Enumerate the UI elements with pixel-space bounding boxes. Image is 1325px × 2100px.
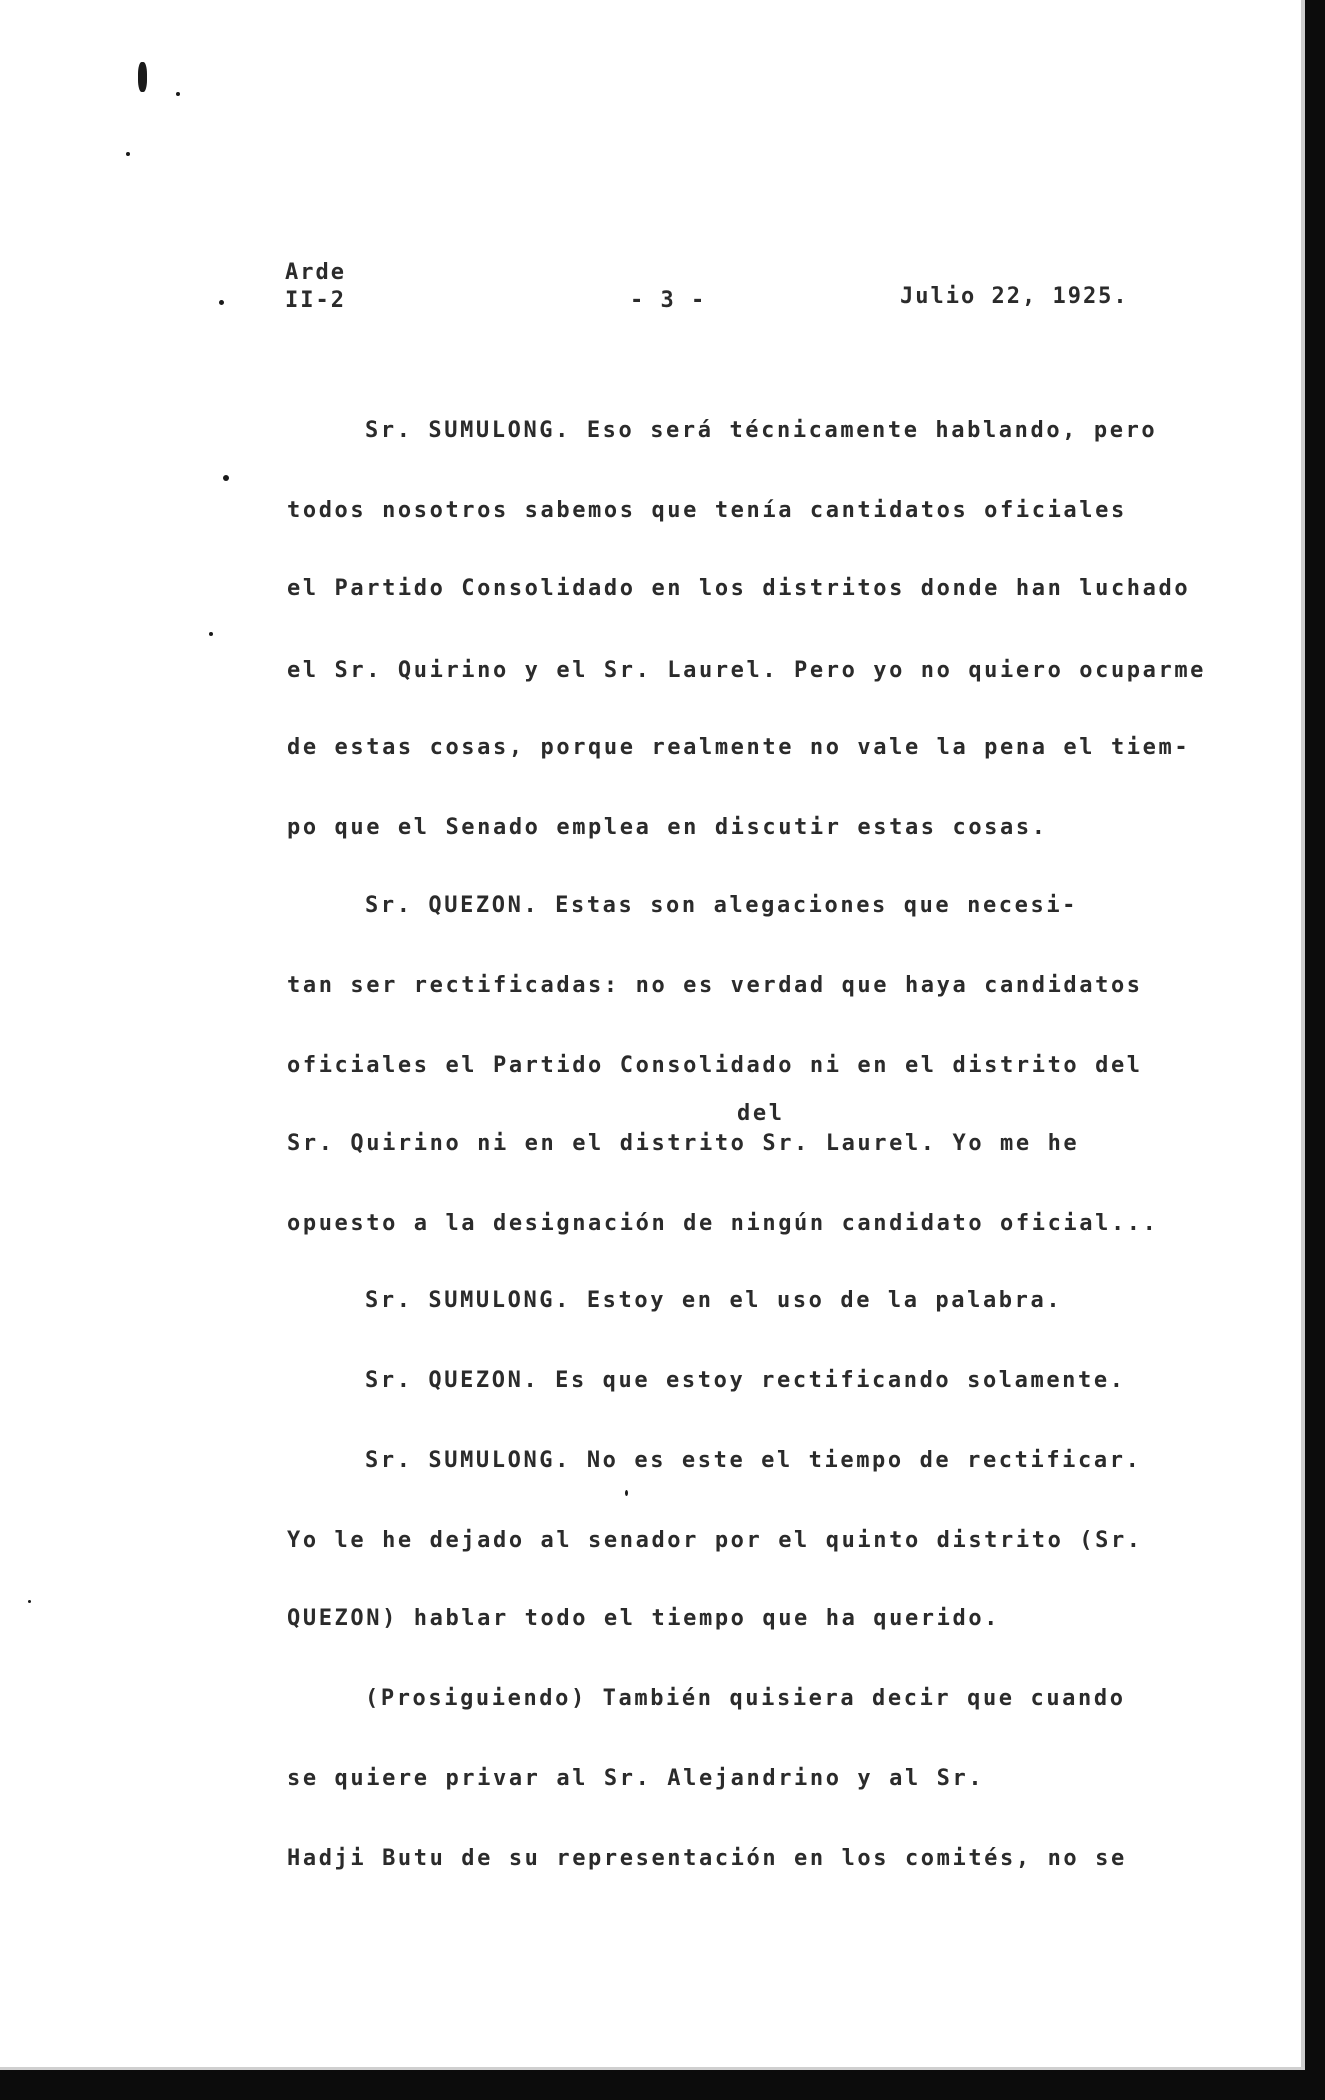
text-line: se quiere privar al Sr. Alejandrino y al Sr. [287,1766,985,1791]
ink-speck [138,62,147,92]
film-border-bottom [0,2070,1325,2100]
interlinear-insertion: del [737,1101,785,1126]
ink-speck [625,1490,628,1496]
text-line: todos nosotros sabemos que tenía cantidatos oficiales [287,498,1127,523]
text-line: oficiales el Partido Consolidado ni en el distrito del [287,1053,1143,1078]
section-code: II-2 [285,288,346,313]
text-line: Sr. SUMULONG. Estoy en el uso de la palabra. [365,1288,1063,1313]
text-line: Hadji Butu de su representación en los comités, no se [287,1846,1127,1871]
text-line: de estas cosas, porque realmente no vale la pena el tiem- [287,735,1191,760]
ink-speck [28,1600,31,1603]
text-line: Sr. SUMULONG. No es este el tiempo de rectificar. [365,1448,1142,1473]
text-line: (Prosiguiendo) También quisiera decir que cuando [365,1686,1126,1711]
text-line: Sr. QUEZON. Estas son alegaciones que necesi- [365,893,1079,918]
text-line: el Partido Consolidado en los distritos donde han luchado [287,576,1191,601]
ink-speck [219,300,224,305]
ink-speck [223,475,229,481]
text-line: opuesto a la designación de ningún candidato oficial... [287,1211,1159,1236]
ink-speck [209,632,213,636]
ink-speck [176,92,180,96]
text-line: po que el Senado emplea en discutir estas cosas. [287,815,1048,840]
film-border-right [1305,0,1325,2100]
text-line: tan ser rectificadas: no es verdad que haya candidatos [287,973,1143,998]
document-date: Julio 22, 1925. [900,284,1129,309]
text-line: Sr. SUMULONG. Eso será técnicamente hablando, pero [365,418,1158,443]
text-line: Sr. Quirino ni en el distrito Sr. Laurel. Yo me he [287,1131,1080,1156]
text-line: Sr. QUEZON. Es que estoy rectificando solamente. [365,1368,1126,1393]
page-number: - 3 - [630,288,707,313]
typist-code: Arde [285,260,346,285]
text-line: el Sr. Quirino y el Sr. Laurel. Pero yo no quiero ocuparme [287,658,1207,683]
text-line: QUEZON) hablar todo el tiempo que ha querido. [287,1606,1001,1631]
ink-speck [126,152,130,156]
text-line: Yo le he dejado al senador por el quinto distrito (Sr. [287,1528,1143,1553]
